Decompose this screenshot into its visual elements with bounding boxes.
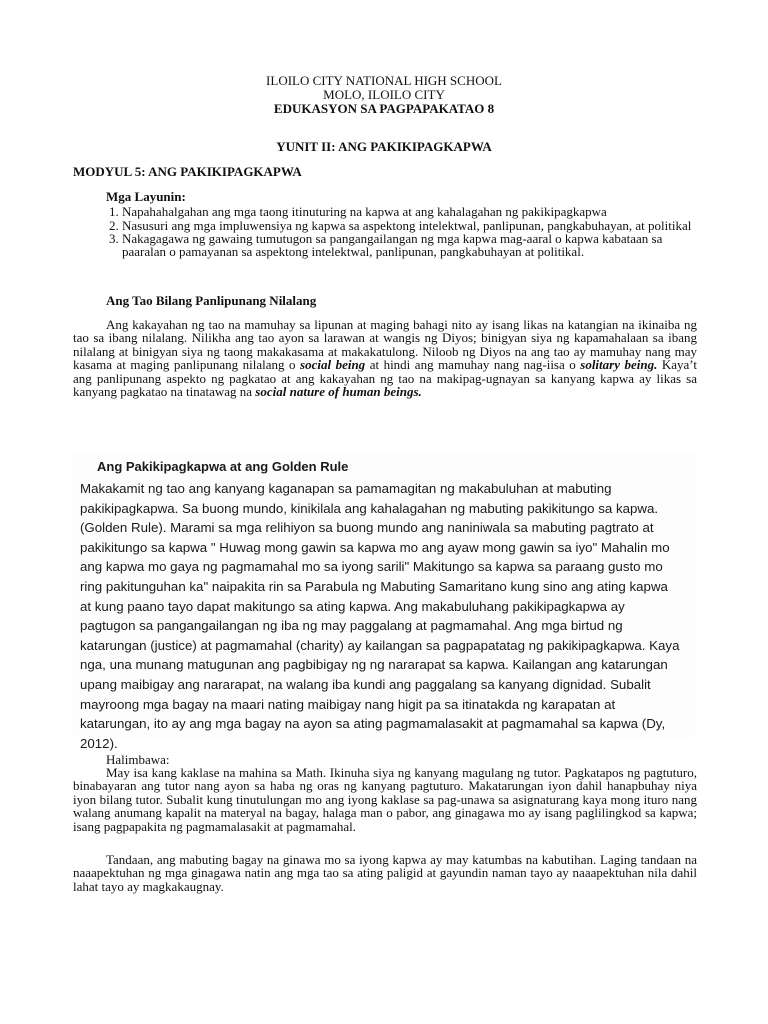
scanned-line: (Golden Rule). Marami sa mga relihiyon sa buong mundo ang naniniwala sa mabuting pagtrato at [80,520,654,536]
goals-heading: Mga Layunin: [106,189,186,204]
scanned-line: pakikipagkapwa. Sa buong mundo, kinikilala ang kahalagahan ng mabuting pakikitungo sa kapwa. [80,500,659,516]
scanned-line: nga, una munang matugunan ang pagbibigay ng ng nararapat sa kapwa. Kailangan ang katarungan [80,657,668,673]
paragraph-text: May isa kang kaklase na mahina sa Math. Ikinuha siya ng kanyang magulang ng tutor. Pagkatapos ng pagtuturo, binabayaran ang tutor nang ayon sa haba ng oras ng kanyang pagtuturo. Makatarungan iyon dahil hanapbuhay niya iyon bilang tutor. Subalit kung tinutulungan mo ang iyong kaklase sa pag-unawa sa asignaturang kaya mong ituro nang walang anumang kapalit na materyal na bagay, halaga man o pabor, ang ginagawa mo ay isang paglilingkod sa kapwa; isang pagpapakita ng pagmamalasakit at pagmamahal. [73,765,697,834]
goal-item: 1. Napahahalgahan ang mga taong itinuturing na kapwa at ang kahalagahan ng pakikipagkapwa [122,205,696,218]
subject-title: EDUKASYON SA PAGPAPAKATAO 8 [273,101,495,116]
section-heading-social-being: Ang Tao Bilang Panlipunang Nilalang [106,293,317,308]
scanned-line: 2012). [80,735,118,751]
unit-title: YUNIT II: ANG PAKIKIPAGKAPWA [276,139,492,154]
paragraph-social-being [73,318,697,398]
scanned-body [80,479,692,753]
emphasis-term: social being [300,357,366,373]
emphasis-term: social nature of human beings. [255,384,422,400]
paragraph-text: Kaya’t ang panlipunang aspekto ng pagkatao at ang kakayahan ng tao na makipag-ugnayan sa kanyang kapwa ay likas sa kanyang pagkatao na tinatawag na [73,357,697,400]
scanned-line: ang kapwa mo gaya ng pagmamahal mo sa iyong sarili" Makitungo sa kapwa sa paraang gusto mo [80,559,663,575]
scanned-line: katarungan, ito ay ang mga bagay na ayon sa ating pagmamalasakit at pagmamahal sa kapwa (Dy, [80,716,666,732]
goal-item: 2. Nasusuri ang mga impluwensiya ng kapwa sa aspektong intelektwal, panlipunan, pangkabuhayan, at politikal [122,219,696,232]
paragraph-text: at hindi ang mamuhay nang nag-iisa o [365,357,581,373]
scanned-line: Makakamit ng tao ang kanyang kaganapan sa pamamagitan ng makabuluhan at mabuting [80,481,612,496]
school-name: ILOILO CITY NATIONAL HIGH SCHOOL [266,73,502,88]
goal-item: 3. Nakagagawa ng gawaing tumutugon sa pangangailangan ng mga kapwa mag-aaral o kapwa kabataan sa paaralan o pamayanan sa aspektong intelektwal, panlipunan, pangkabuhayan at politikal. [122,232,696,259]
goals-list [106,205,696,258]
scanned-heading: Ang Pakikipagkapwa at ang Golden Rule [97,459,349,474]
paragraph-text: Tandaan, ang mabuting bagay na ginawa mo sa iyong kapwa ay may katumbas na kabutihan. Laging tandaan na naaapektuhan ng mga ginagawa natin ang mga tao sa ating paligid at gayundin naman tayo ay naaapektuhan nila dahil lahat tayo ay magkakaugnay. [73,852,697,894]
paragraph-closing [73,853,697,893]
scanned-line: katarungan (justice) at pagmamahal (charity) ay kailangan sa pagpapatatag ng pakikipagkapwa. Kaya [80,637,680,653]
emphasis-term: solitary being. [580,357,658,373]
paragraph-text: Ang kakayahan ng tao na mamuhay sa lipunan at maging bahagi nito ay isang likas na katangian na ikinaiba ng tao sa ibang nilalang. Nilikha ang tao ayon sa larawan at wangis ng Diyos; binigyan siya ng kapamahalaan sa ibang nilalang at binigyan siya ng taong makakasama at makakatulong. Niloob ng Diyos na ang tao ay mamuhay nang may kasama at maging panlipunang nilalang o [73,317,697,373]
example-label: Halimbawa: [106,752,170,767]
scanned-line: pagtugon sa pangangailangan ng iba ng may paggalang at pagmamahal. Ang mga birtud ng [80,618,623,634]
module-title: MODYUL 5: ANG PAKIKIPAGKAPWA [73,164,302,179]
paragraph-example [73,766,697,833]
scanned-line: at kung paano tayo dapat makitungo sa ating kapwa. Ang makabuluhang pakikipagkapwa ay [80,598,625,614]
scanned-line: upang maibigay ang nararapat, na walang iba kundi ang paggalang sa kanyang dignidad. Subalit [80,676,651,692]
learning-goals [106,190,696,258]
scanned-excerpt [73,452,695,751]
school-location: MOLO, ILOILO CITY [323,87,445,102]
scanned-line: ring pakitunguhan ka" naipakita rin sa Parabula ng Mabuting Samaritano kung sino ang ating kapwa [80,578,668,594]
document-header [0,74,768,116]
scanned-line: pakikitungo sa kapwa " Huwag mong gawin sa kapwa mo ang ayaw mong gawin sa iyo" Mahalin mo [80,539,670,555]
scanned-line: mayroong mga bagay na maari nating maibigay nang higit pa sa itinatakda ng karapatan at [80,696,616,712]
